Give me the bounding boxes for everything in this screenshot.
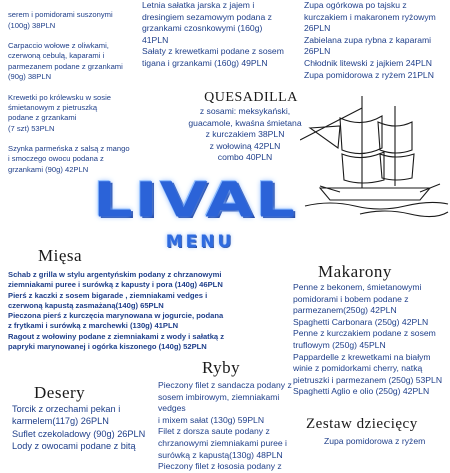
quesadilla-text: z sosami: meksykański, guacamole, kwaśna śmietana z kurczakiem 38PLN z wołowiną 42PLN combo 40PLN [188, 106, 302, 163]
restaurant-logo [80, 164, 310, 236]
menu-item: Szynka parmeńska z salsą z mango i smoczego owocu podana z grzankami (90g) 42PLN [8, 144, 130, 174]
makarony-text: Penne z bekonem, śmietanowymi pomidorami i bobem podane z parmezanem(250g) 42PLN Spaghetti Carbonara (250g) 42PLN Penne z kurczakiem podane z sosem truflowym (250g) 45PLN Pappardelle z krewetkami na białym winie z pomidorkami cherry, natką pietruszki i parmezanem (250g) 53PLN Spaghetti Aglio e olio (250g) 42PLN [293, 282, 443, 397]
ryby-heading: Ryby [202, 358, 241, 377]
soups-list: Zupa ogórkowa po tajsku z kurczakiem i makaronem ryżowym 26PLN Zabielana zupa rybna z kaparami 26PLN Chłodnik litewski z jajkiem 24PLN Zupa pomidorowa z ryżem 21PLN [304, 0, 436, 80]
mieso-text: Schab z grilla w stylu argentyńskim podany z chrzanowymi ziemniakami puree i surówką z kapusty i pora (140g) 46PLN Pierś z kaczki z sosem bigarade , ziemniakami vedges i czerwoną kapustą zasmażaną(140g) 65PLN Pieczona pierś z kurczęcia marynowana w jogurcie, podana z frytkami i surówką z marchewki (130g) 41PLN Ragout z wołowiny podane z ziemniakami z wody i sałatką z papryki marynowanej i ogórka kiszonego (140g) 52PLN [8, 270, 225, 352]
menu-item: Carpaccio wołowe z oliwkami, czerwoną cebulą, kaparami i parmezanem podane z grzankami (90g) 38PLN [8, 41, 123, 82]
zestaw-text: Zupa pomidorowa z ryżem [324, 436, 426, 446]
makarony-heading: Makarony [318, 262, 392, 281]
menu-item: serem i pomidorami suszonymi (100g) 38PLN [8, 10, 113, 30]
quesadilla-heading: QUESADILLA [204, 90, 298, 105]
zestaw-heading: Zestaw dziecięcy [306, 416, 418, 432]
desery-heading: Desery [34, 383, 86, 402]
menu-item: Krewetki po królewsku w sosie śmietanowym z pietruszką podane z grzankami (7 szt) 53PLN [8, 92, 111, 133]
starters-list [8, 0, 158, 185]
ryby-text: Pieczony filet z sandacza podany z sosem imbirowym, ziemniakami vedges i mixem sałat (130g) 59PLN Filet z dorsza saute podany z chrzanowymi ziemniakami puree i surówką z kapustą(130g) 48PLN Pieczony filet z łososia podany z [158, 380, 292, 472]
logo-subtitle: MENU [165, 232, 235, 252]
salads-list: Letnia sałatka jarska z jajem i dresingiem sezamowym podana z grzankami czosnkowymi (160g) 41PLN Sałaty z krewetkami podane z sosem tigana i grzankami (160g) 49PLN [142, 0, 284, 68]
mieso-heading: Mięsa [38, 246, 83, 265]
logo-title: LIVAL [93, 171, 297, 229]
desery-text: Torcik z orzechami pekan i karmelem(117g) 26PLN Suflet czekoladowy (90g) 26PLN Lody z owocami podane z bitą [12, 404, 146, 452]
sailing-ship-illustration [300, 88, 450, 223]
